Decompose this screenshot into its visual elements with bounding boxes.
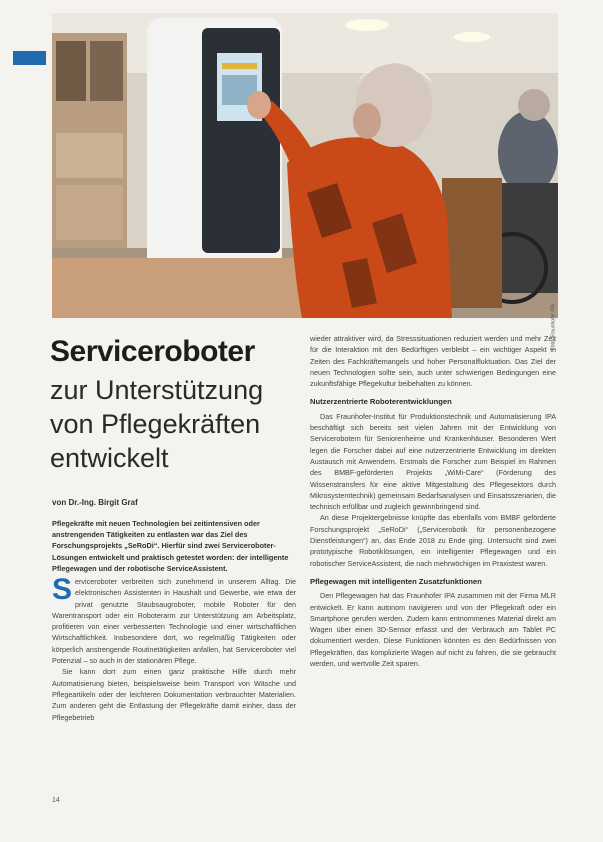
- article-author: von Dr.-Ing. Birgit Graf: [52, 498, 138, 507]
- photo-illustration: [52, 13, 558, 318]
- section-accent-bar: [13, 51, 46, 65]
- body-paragraph: An diese Projektergebnisse knüpfte das ebenfalls vom BMBF geförderte Forschungsprojekt „SeRoDi“ („Servicerobotik für personenbezogene Dienstleistungen“) an, das Ende 2018 zu Ende ging. Untersucht sind zwei prototypische Robotiklösungen, ein intelligenter Pflegewagen und ein robotischer ServiceAssistent, die nach mehrwöchigen im Praxistest waren.: [310, 513, 556, 568]
- photo-credit: Foto: Fraunhofer IPA: [550, 304, 556, 351]
- section-heading: Pflegewagen mit intelligenten Zusatzfunktionen: [310, 576, 482, 586]
- section-heading: Nutzerzentrierte Roboterentwicklungen: [310, 397, 452, 407]
- body-paragraph: Sie kann dort zum einen ganz praktische Hilfe durch mehr Automatisierung bieten, beispielsweise beim Transport von Wäsche und Pflegeartikeln oder der leichteren Dokumentation verbrauchter Materialien. Zum anderen geht die Entlastung der Pflegekräfte damit einher, dass der Pflegebetrieb: [52, 667, 296, 722]
- body-column-left: [52, 573, 296, 723]
- body-paragraph: erviceroboter verbreiten sich zunehmend in unserem Alltag. Die elektronischen Assistenten in Haushalt und Gewerbe, wie etwa der privat genutzte Staubsaugroboter, mobile Roboter für den Warentransport oder ein Roboterarm zur Unterstützung am Arbeitsplatz, profitieren von einer verbesserten Technologie und einer wirtschaftlichen Wirtschaftlichkeit. Insbesondere dort, wo regelmäßig Tätigkeiten oder körperlich anstrengende Routinetätigkeiten anfallen, hat Serviceroboter viel Potenzial – so auch in der stationären Pflege.: [52, 577, 296, 666]
- page-number: 14: [52, 797, 60, 804]
- body-paragraph: wieder attraktiver wird, da Stresssituationen reduziert werden und mehr Zeit für die Interaktion mit den Bedürftigen verbleibt – ein wichtiger Aspekt in Zeiten des Fachkräftemangels und hoher Personalfluktuation. Das Ziel der neuen Technologien sollte sein, auch unter schwierigen Bedingungen eine zukunftsfähige Pflegekultur beibehalten zu können.: [310, 334, 556, 389]
- article-photo: [52, 13, 558, 351]
- body-column-right: [310, 333, 556, 669]
- drop-cap: S: [52, 573, 73, 606]
- body-paragraph: Den Pflegewagen hat das Fraunhofer IPA zusammen mit der Firma MLR entwickelt. Er kann autonom navigieren und von der Pflegekraft oder ein Smartphone gerufen werden. Zudem kann entnommenes Material direkt am Wagen über einen 3D-Sensor erfasst und der Verbrauch am Tablet PC dokumentiert werden. Diese Funktionen könnten es den Bedürfnissen von Pflegekräften, das komplizierte Wagen auf nicht zu fahren, die sie gebraucht werden, und wertvolle Zeit sparen.: [310, 591, 556, 669]
- article-subtitle: zur Unterstützung von Pflegekräften entwickelt: [50, 375, 264, 473]
- article-lead: Pflegekräfte mit neuen Technologien bei zeitintensiven oder anstrengenden Tätigkeiten zu entlasten war das Ziel des Forschungsprojekts „SeRoDi“. Hierfür sind zwei Serviceroboter-Lösungen entwickelt und praktisch getestet worden: der intelligente Pflegewagen und der robotische ServiceAssistent.: [52, 519, 289, 573]
- article-title: Serviceroboter: [50, 335, 255, 368]
- body-paragraph: Das Fraunhofer-Institut für Produktionstechnik und Automatisierung IPA beschäftigt sich bereits seit vielen Jahren mit der Entwicklung von Servicerobotern für Seniorenheime und Krankenhäuser. Besonderen Wert legen die Forscher dabei auf eine nutzerzentrierte Entwicklung im direkten Austausch mit Anwendern. Erstmals die Forscher zum Beispiel im Rahmen des BMBF-geförderten Projekts „WiMi-Care“ (Förderung des Wissenstransfers für eine aktive Mitgestaltung des Pflegesektors durch Mikrosystemtechnik) gemeinsam Bedarfsanalysen und Einsatsszenarien, die technisch erfüllbar und zugleich gewinnbringend sind.: [310, 411, 556, 512]
